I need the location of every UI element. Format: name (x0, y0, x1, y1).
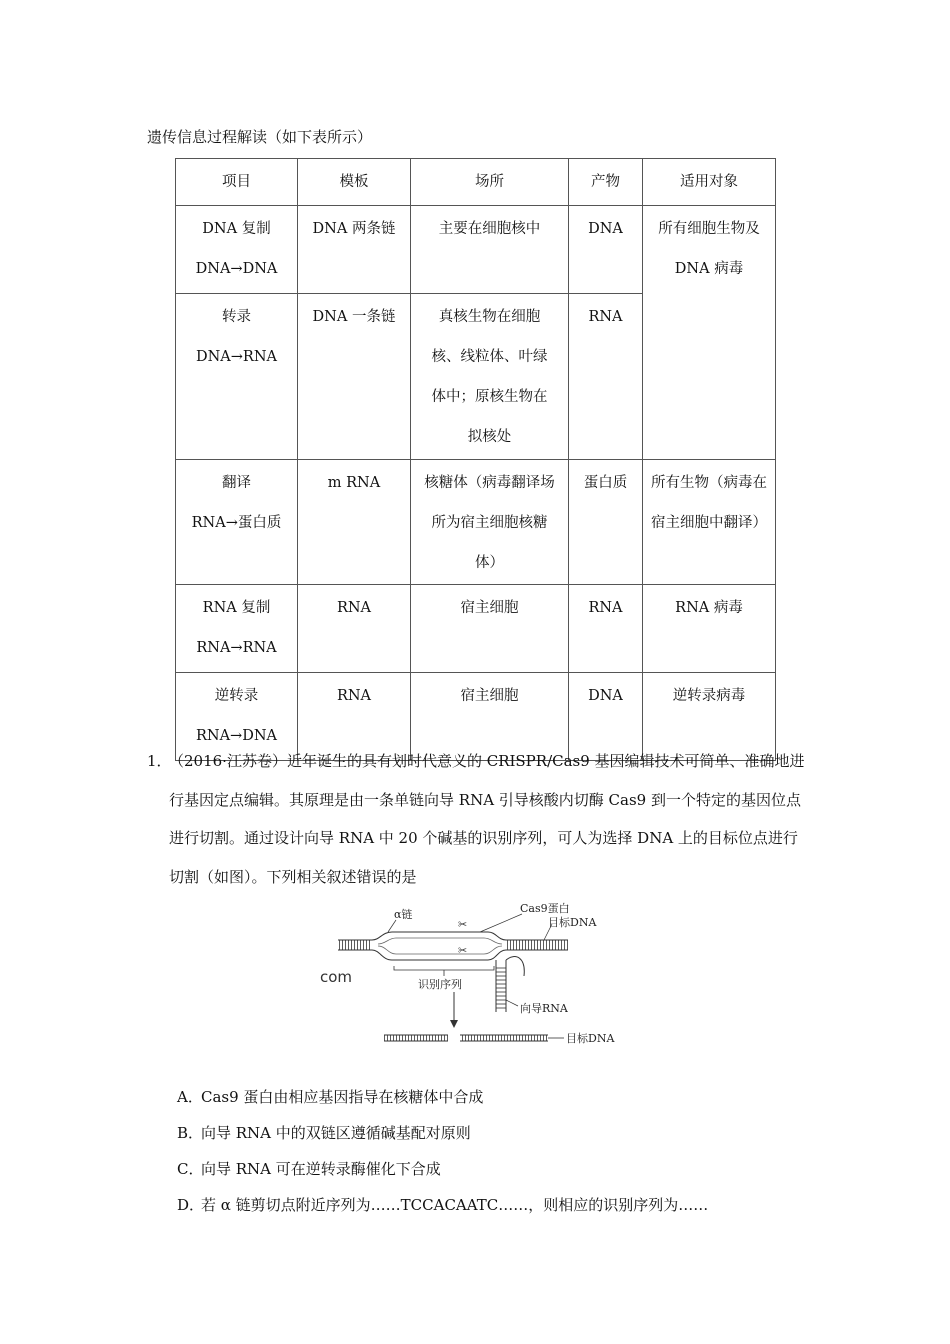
header-target: 适用对象 (643, 159, 776, 206)
table-row (176, 206, 776, 294)
info-table (175, 158, 776, 761)
question-block (147, 742, 807, 896)
place-cell: 宿主细胞 (411, 673, 569, 761)
target-cell: 逆转录病毒 (643, 673, 776, 761)
target-dna-label-bottom: 目标DNA (566, 1032, 615, 1045)
place-cell: 核糖体（病毒翻译场所为宿主细胞核糖体） (411, 460, 569, 585)
product-cell: RNA (569, 294, 643, 460)
target-dna-right (506, 940, 568, 950)
template-cell: m RNA (298, 460, 411, 585)
question-number: 1． (147, 752, 172, 770)
place-cell: 真核生物在细胞核、线粒体、叶绿体中；原核生物在拟核处 (411, 294, 569, 460)
product-cell: DNA (569, 206, 643, 294)
product-cell: 蛋白质 (569, 460, 643, 585)
target-dna-label-top: 目标DNA (548, 916, 597, 929)
guide-rna-label: 向导RNA (520, 1002, 568, 1015)
item-cell: RNA 复制 RNA→RNA (176, 585, 298, 673)
table-row (176, 460, 776, 585)
template-cell: RNA (298, 585, 411, 673)
scissors-icon: ✂ (458, 944, 468, 957)
question-text: （2016·江苏卷）近年诞生的具有划时代意义的 CRISPR/Cas9 基因编辑技术可简单、准确地进行基因定点编辑。其原理是由一条单链向导 RNA 引导核酸内切酶 Cas9 到一个特定的基因位点进行切割。通过设计向导 RNA 中 20 个碱基的识别序列，可人为选择 DNA 上的目标位点进行切割（如图）。下列相关叙述错误的是 (169, 752, 805, 886)
header-product: 产物 (569, 159, 643, 206)
intro-text: 遗传信息过程解读（如下表所示） (147, 128, 373, 146)
target-cell: 所有生物（病毒在宿主细胞中翻译） (643, 460, 776, 585)
cas9-label: Cas9蛋白 (520, 902, 570, 915)
alpha-strand-label: α链 (394, 908, 413, 921)
item-cell: 逆转录 RNA→DNA (176, 673, 298, 761)
option-b[interactable]: B．向导 RNA 中的双链区遵循碱基配对原则 (177, 1124, 471, 1142)
target-cell: RNA 病毒 (643, 585, 776, 673)
header-place: 场所 (411, 159, 569, 206)
header-template: 模板 (298, 159, 411, 206)
scissors-icon: ✂ (458, 918, 468, 931)
template-cell: DNA 一条链 (298, 294, 411, 460)
target-cell-merged: 所有细胞生物及DNA 病毒 (643, 206, 776, 460)
unwound-bubble (372, 932, 506, 960)
table-header-row (176, 159, 776, 206)
item-cell: 翻译 RNA→蛋白质 (176, 460, 298, 585)
place-cell: 宿主细胞 (411, 585, 569, 673)
com-watermark: com (320, 968, 353, 986)
header-item: 项目 (176, 159, 298, 206)
cut-dna-right (460, 1035, 548, 1041)
option-a[interactable]: A．Cas9 蛋白由相应基因指导在核糖体中合成 (177, 1088, 484, 1106)
target-dna-left (338, 940, 372, 950)
item-cell: DNA 复制 DNA→DNA (176, 206, 298, 294)
product-cell: RNA (569, 585, 643, 673)
recognition-sequence-label: 识别序列 (418, 978, 462, 991)
template-cell: DNA 两条链 (298, 206, 411, 294)
template-cell: RNA (298, 673, 411, 761)
option-d[interactable]: D．若 α 链剪切点附近序列为……TCCACAATC……，则相应的识别序列为…… (177, 1196, 709, 1214)
crispr-diagram (320, 896, 640, 1056)
table-row (176, 585, 776, 673)
cut-dna-left (384, 1035, 448, 1041)
place-cell: 主要在细胞核中 (411, 206, 569, 294)
product-cell: DNA (569, 673, 643, 761)
item-cell: 转录 DNA→RNA (176, 294, 298, 460)
option-c[interactable]: C．向导 RNA 可在逆转录酶催化下合成 (177, 1160, 441, 1178)
